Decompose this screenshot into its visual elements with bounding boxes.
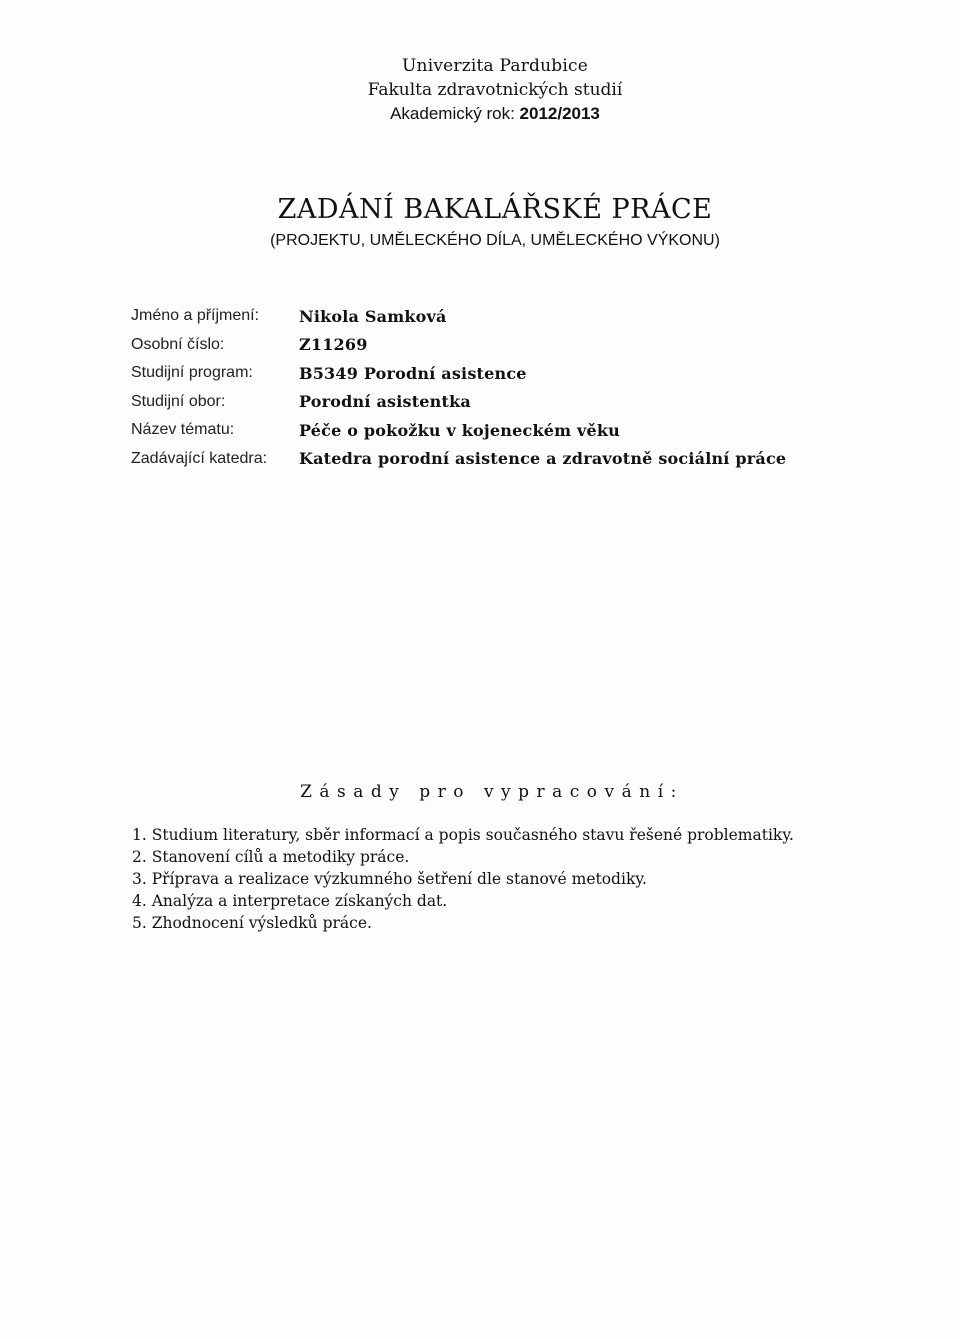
info-label: Studijní obor: [131,392,226,410]
document-title: ZADÁNÍ BAKALÁŘSKÉ PRÁCE [277,194,713,225]
principles-heading-block [0,782,960,802]
header-block [0,54,960,126]
info-row-department [131,445,786,474]
list-item: 1. Studium literatury, sběr informací a popis současného stavu řešené problematiky. [132,826,794,844]
info-row-id [131,331,786,360]
principles-heading: Zásady pro vypracování: [300,782,684,802]
info-value: Porodní asistentka [299,392,471,412]
info-row-program [131,359,786,388]
info-value: Péče o pokožku v kojeneckém věku [299,420,621,440]
title-block [0,194,960,254]
document-subtitle: (PROJEKTU, UMĚLECKÉHO DÍLA, UMĚLECKÉHO VÝKONU) [270,232,720,249]
academic-year [0,102,960,126]
info-label: Zadávající katedra: [131,449,268,467]
info-label: Osobní číslo: [131,335,225,353]
info-row-field [131,388,786,417]
university-name: Univerzita Pardubice [402,56,588,76]
list-item: 4. Analýza a interpretace získaných dat. [132,892,448,910]
info-row-name [131,302,786,331]
info-label: Jméno a příjmení: [131,307,260,325]
info-label: Název tématu: [131,421,235,439]
academic-year-label: Akademický rok: [390,104,515,123]
info-value: Z11269 [299,335,368,355]
faculty-name: Fakulta zdravotnických studií [367,80,623,100]
info-value: B5349 Porodní asistence [299,363,527,383]
list-item: 3. Příprava a realizace výzkumného šetření dle stanové metodiky. [132,870,647,888]
list-item: 2. Stanovení cílů a metodiky práce. [132,848,410,866]
principles-list [132,824,794,934]
info-value: Nikola Samková [299,306,447,326]
info-label: Studijní program: [131,364,253,382]
list-item: 5. Zhodnocení výsledků práce. [132,914,372,932]
info-table [131,302,786,473]
academic-year-value: 2012/2013 [519,104,600,123]
info-row-topic [131,416,786,445]
info-value: Katedra porodní asistence a zdravotně sociální práce [299,449,787,469]
